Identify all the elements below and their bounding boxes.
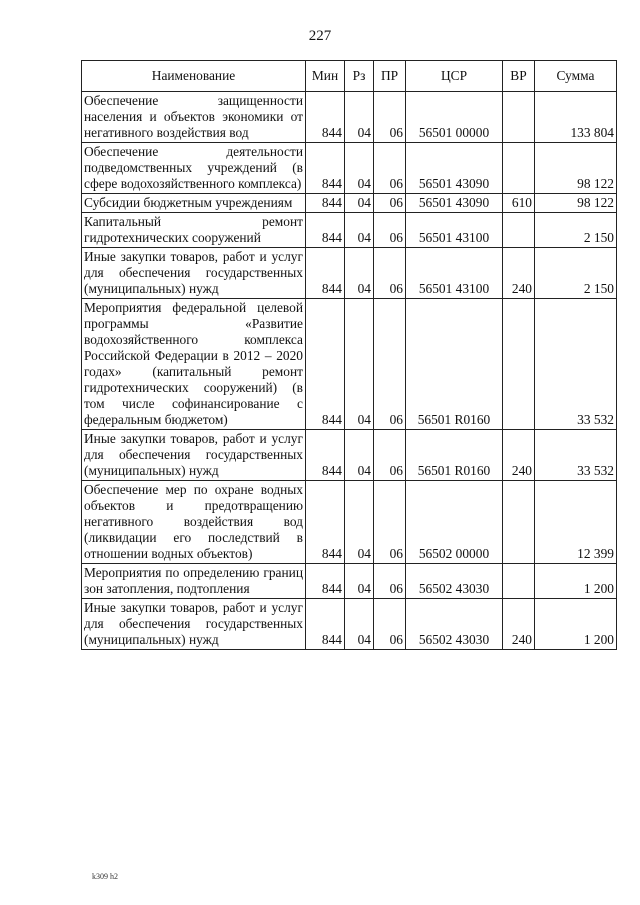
cell-min: 844 bbox=[306, 213, 345, 248]
header-rz: Рз bbox=[345, 61, 374, 92]
cell-rz: 04 bbox=[345, 564, 374, 599]
cell-vr bbox=[503, 92, 535, 143]
cell-sum: 33 532 bbox=[535, 299, 617, 430]
cell-name: Обеспечение деятельности подведомственных учреждений (в сфере водохозяйственного комплекса) bbox=[82, 143, 306, 194]
cell-rz: 04 bbox=[345, 430, 374, 481]
cell-rz: 04 bbox=[345, 213, 374, 248]
cell-rz: 04 bbox=[345, 143, 374, 194]
header-pr: ПР bbox=[374, 61, 406, 92]
cell-sum: 1 200 bbox=[535, 564, 617, 599]
cell-sum: 33 532 bbox=[535, 430, 617, 481]
cell-vr bbox=[503, 481, 535, 564]
cell-name: Капитальный ремонт гидротехнических сооружений bbox=[82, 213, 306, 248]
cell-rz: 04 bbox=[345, 248, 374, 299]
cell-sum: 98 122 bbox=[535, 143, 617, 194]
header-vr: ВР bbox=[503, 61, 535, 92]
cell-sum: 1 200 bbox=[535, 599, 617, 650]
cell-vr: 240 bbox=[503, 430, 535, 481]
cell-pr: 06 bbox=[374, 599, 406, 650]
table-row bbox=[82, 194, 617, 213]
table-row bbox=[82, 213, 617, 248]
cell-pr: 06 bbox=[374, 213, 406, 248]
cell-name: Субсидии бюджетным учреждениям bbox=[82, 194, 306, 213]
table-row bbox=[82, 564, 617, 599]
cell-rz: 04 bbox=[345, 92, 374, 143]
cell-pr: 06 bbox=[374, 194, 406, 213]
cell-csr: 56501 R0160 bbox=[406, 430, 503, 481]
cell-csr: 56502 43030 bbox=[406, 599, 503, 650]
cell-pr: 06 bbox=[374, 430, 406, 481]
table-row bbox=[82, 430, 617, 481]
cell-rz: 04 bbox=[345, 299, 374, 430]
table-row bbox=[82, 599, 617, 650]
cell-name: Иные закупки товаров, работ и услуг для обеспечения государственных (муниципальных) нужд bbox=[82, 430, 306, 481]
table-row bbox=[82, 143, 617, 194]
cell-name: Обеспечение мер по охране водных объектов и предотвращению негативного воздействия вод (ликвидации его последствий в отношении водных объектов) bbox=[82, 481, 306, 564]
cell-pr: 06 bbox=[374, 248, 406, 299]
cell-name: Мероприятия по определению границ зон затопления, подтопления bbox=[82, 564, 306, 599]
cell-rz: 04 bbox=[345, 599, 374, 650]
cell-csr: 56501 43100 bbox=[406, 248, 503, 299]
cell-rz: 04 bbox=[345, 194, 374, 213]
cell-pr: 06 bbox=[374, 564, 406, 599]
cell-pr: 06 bbox=[374, 481, 406, 564]
table-row bbox=[82, 299, 617, 430]
header-sum: Сумма bbox=[535, 61, 617, 92]
cell-sum: 133 804 bbox=[535, 92, 617, 143]
cell-sum: 2 150 bbox=[535, 213, 617, 248]
cell-name: Иные закупки товаров, работ и услуг для обеспечения государственных (муниципальных) нужд bbox=[82, 599, 306, 650]
cell-sum: 98 122 bbox=[535, 194, 617, 213]
header-min: Мин bbox=[306, 61, 345, 92]
table-row bbox=[82, 248, 617, 299]
cell-name: Мероприятия федеральной целевой программы «Развитие водохозяйственного комплекса Российской Федерации в 2012 – 2020 годах» (капитальный ремонт гидротехнических сооружений) (в том числе софинансирование с федеральным бюджетом) bbox=[82, 299, 306, 430]
cell-csr: 56502 43030 bbox=[406, 564, 503, 599]
cell-min: 844 bbox=[306, 299, 345, 430]
cell-vr: 240 bbox=[503, 599, 535, 650]
cell-csr: 56501 43100 bbox=[406, 213, 503, 248]
cell-min: 844 bbox=[306, 143, 345, 194]
table-row bbox=[82, 481, 617, 564]
cell-csr: 56501 00000 bbox=[406, 92, 503, 143]
cell-min: 844 bbox=[306, 599, 345, 650]
table-header-row bbox=[82, 61, 617, 92]
cell-vr bbox=[503, 564, 535, 599]
cell-name: Обеспечение защищенности населения и объектов экономики от негативного воздействия вод bbox=[82, 92, 306, 143]
cell-sum: 2 150 bbox=[535, 248, 617, 299]
page-number: 227 bbox=[308, 28, 332, 44]
cell-min: 844 bbox=[306, 248, 345, 299]
table-row bbox=[82, 92, 617, 143]
cell-vr bbox=[503, 213, 535, 248]
cell-pr: 06 bbox=[374, 299, 406, 430]
cell-sum: 12 399 bbox=[535, 481, 617, 564]
cell-pr: 06 bbox=[374, 92, 406, 143]
header-csr: ЦСР bbox=[406, 61, 503, 92]
cell-rz: 04 bbox=[345, 481, 374, 564]
budget-table bbox=[81, 60, 617, 650]
cell-vr: 240 bbox=[503, 248, 535, 299]
cell-min: 844 bbox=[306, 194, 345, 213]
cell-csr: 56501 43090 bbox=[406, 194, 503, 213]
cell-pr: 06 bbox=[374, 143, 406, 194]
cell-min: 844 bbox=[306, 481, 345, 564]
footer-code: k309 h2 bbox=[92, 872, 118, 881]
cell-min: 844 bbox=[306, 564, 345, 599]
cell-csr: 56501 R0160 bbox=[406, 299, 503, 430]
header-name: Наименование bbox=[82, 61, 306, 92]
cell-vr bbox=[503, 299, 535, 430]
cell-min: 844 bbox=[306, 92, 345, 143]
cell-vr: 610 bbox=[503, 194, 535, 213]
cell-vr bbox=[503, 143, 535, 194]
cell-csr: 56502 00000 bbox=[406, 481, 503, 564]
cell-name: Иные закупки товаров, работ и услуг для обеспечения государственных (муниципальных) нужд bbox=[82, 248, 306, 299]
cell-csr: 56501 43090 bbox=[406, 143, 503, 194]
cell-min: 844 bbox=[306, 430, 345, 481]
